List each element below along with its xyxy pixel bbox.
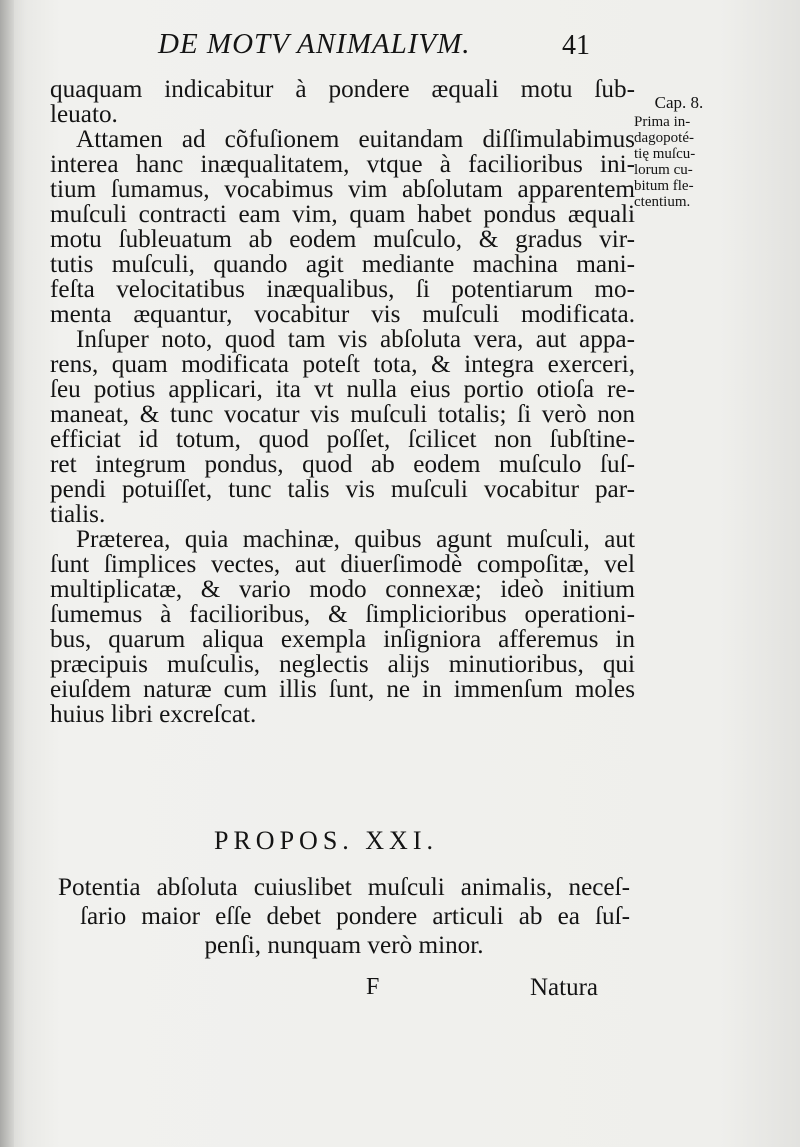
- proposition-line: Potentia abſoluta cuiuslibet muſculi animalis, neceſ-: [58, 874, 630, 901]
- text-line: motu ſubleuatum ab eodem muſculo, & gradus vir-: [50, 226, 635, 253]
- text-line: bus, quarum aliqua exempla inſigniora afferemus in: [50, 626, 635, 653]
- text-line: quaquam indicabitur à pondere æquali motu ſub-: [50, 76, 635, 103]
- text-line: leuato.: [50, 101, 118, 128]
- margin-note-line: ctentium.: [634, 194, 691, 210]
- text-line: præcipuis muſculis, neglectis alijs minutioribus, qui: [50, 651, 635, 678]
- text-line: pendi potuiſſet, tunc talis vis muſculi vocabitur par-: [50, 476, 635, 503]
- text-line: maneat, & tunc vocatur vis muſculi totalis; ſi verò non: [50, 401, 635, 428]
- text-line: menta æquantur, vocabitur vis muſculi modificata.: [50, 301, 635, 328]
- margin-note-line: Cap. 8.: [654, 93, 704, 112]
- signature-mark: F: [366, 974, 380, 1000]
- text-line: Præterea, quia machinæ, quibus agunt muſculi, aut: [76, 526, 635, 553]
- text-line: Attamen ad cõfuſionem euitandam diſſimulabimus: [76, 126, 635, 153]
- running-title: DE MOTV ANIMALIVM.: [158, 28, 471, 60]
- margin-note-line: dagopoté-: [634, 130, 694, 146]
- text-line: tium ſumamus, vocabimus vim abſolutam apparentem: [50, 176, 635, 203]
- text-line: multiplicatæ, & vario modo connexæ; ideò initium: [50, 576, 635, 603]
- text-line: efficiat id totum, quod poſſet, ſcilicet non ſubſtine-: [50, 426, 635, 453]
- text-line: ſeu potius applicari, ita vt nulla eius portio otioſa re-: [50, 376, 635, 403]
- margin-note-line: Prima in-: [634, 114, 691, 130]
- text-line: ret integrum pondus, quod ab eodem muſculo ſuſ-: [50, 451, 635, 478]
- text-line: ſunt ſimplices vectes, aut diuerſimodè compoſitæ, vel: [50, 551, 635, 578]
- text-line: tialis.: [50, 501, 106, 528]
- text-line: ſumemus à facilioribus, & ſimplicioribus operationi-: [50, 601, 635, 628]
- body-text: [50, 77, 635, 727]
- page-number: 41: [562, 30, 590, 61]
- margin-note: [634, 95, 724, 210]
- proposition-heading: PROPOS. XXI.: [214, 826, 438, 855]
- margin-note-line: lorum cu-: [634, 162, 693, 178]
- text-line: huius libri excreſcat.: [50, 701, 257, 728]
- text-line: rens, quam modificata poteſt tota, & integra exerceri,: [50, 351, 635, 378]
- text-line: muſculi contracti eam vim, quam habet pondus æquali: [50, 201, 635, 228]
- proposition-line: ſario maior eſſe debet pondere articuli ab ea ſuſ-: [80, 903, 630, 930]
- margin-note-line: tię muſcu-: [634, 146, 696, 162]
- proposition-text: [58, 873, 630, 960]
- margin-note-line: bitum fle-: [634, 178, 694, 194]
- text-line: Inſuper noto, quod tam vis abſoluta vera, aut appa-: [76, 326, 635, 353]
- text-line: tutis muſculi, quando agit mediante machina mani-: [50, 251, 635, 278]
- text-line: interea hanc inæqualitatem, vtque à facilioribus ini-: [50, 151, 635, 178]
- page-gutter: [0, 0, 14, 1147]
- text-line: feſta velocitatibus inæqualibus, ſi potentiarum mo-: [50, 276, 635, 303]
- text-line: eiuſdem naturæ cum illis ſunt, ne in immenſum moles: [50, 676, 635, 703]
- proposition-line: penſi, nunquam verò minor.: [204, 932, 484, 959]
- catchword: Natura: [530, 974, 599, 1001]
